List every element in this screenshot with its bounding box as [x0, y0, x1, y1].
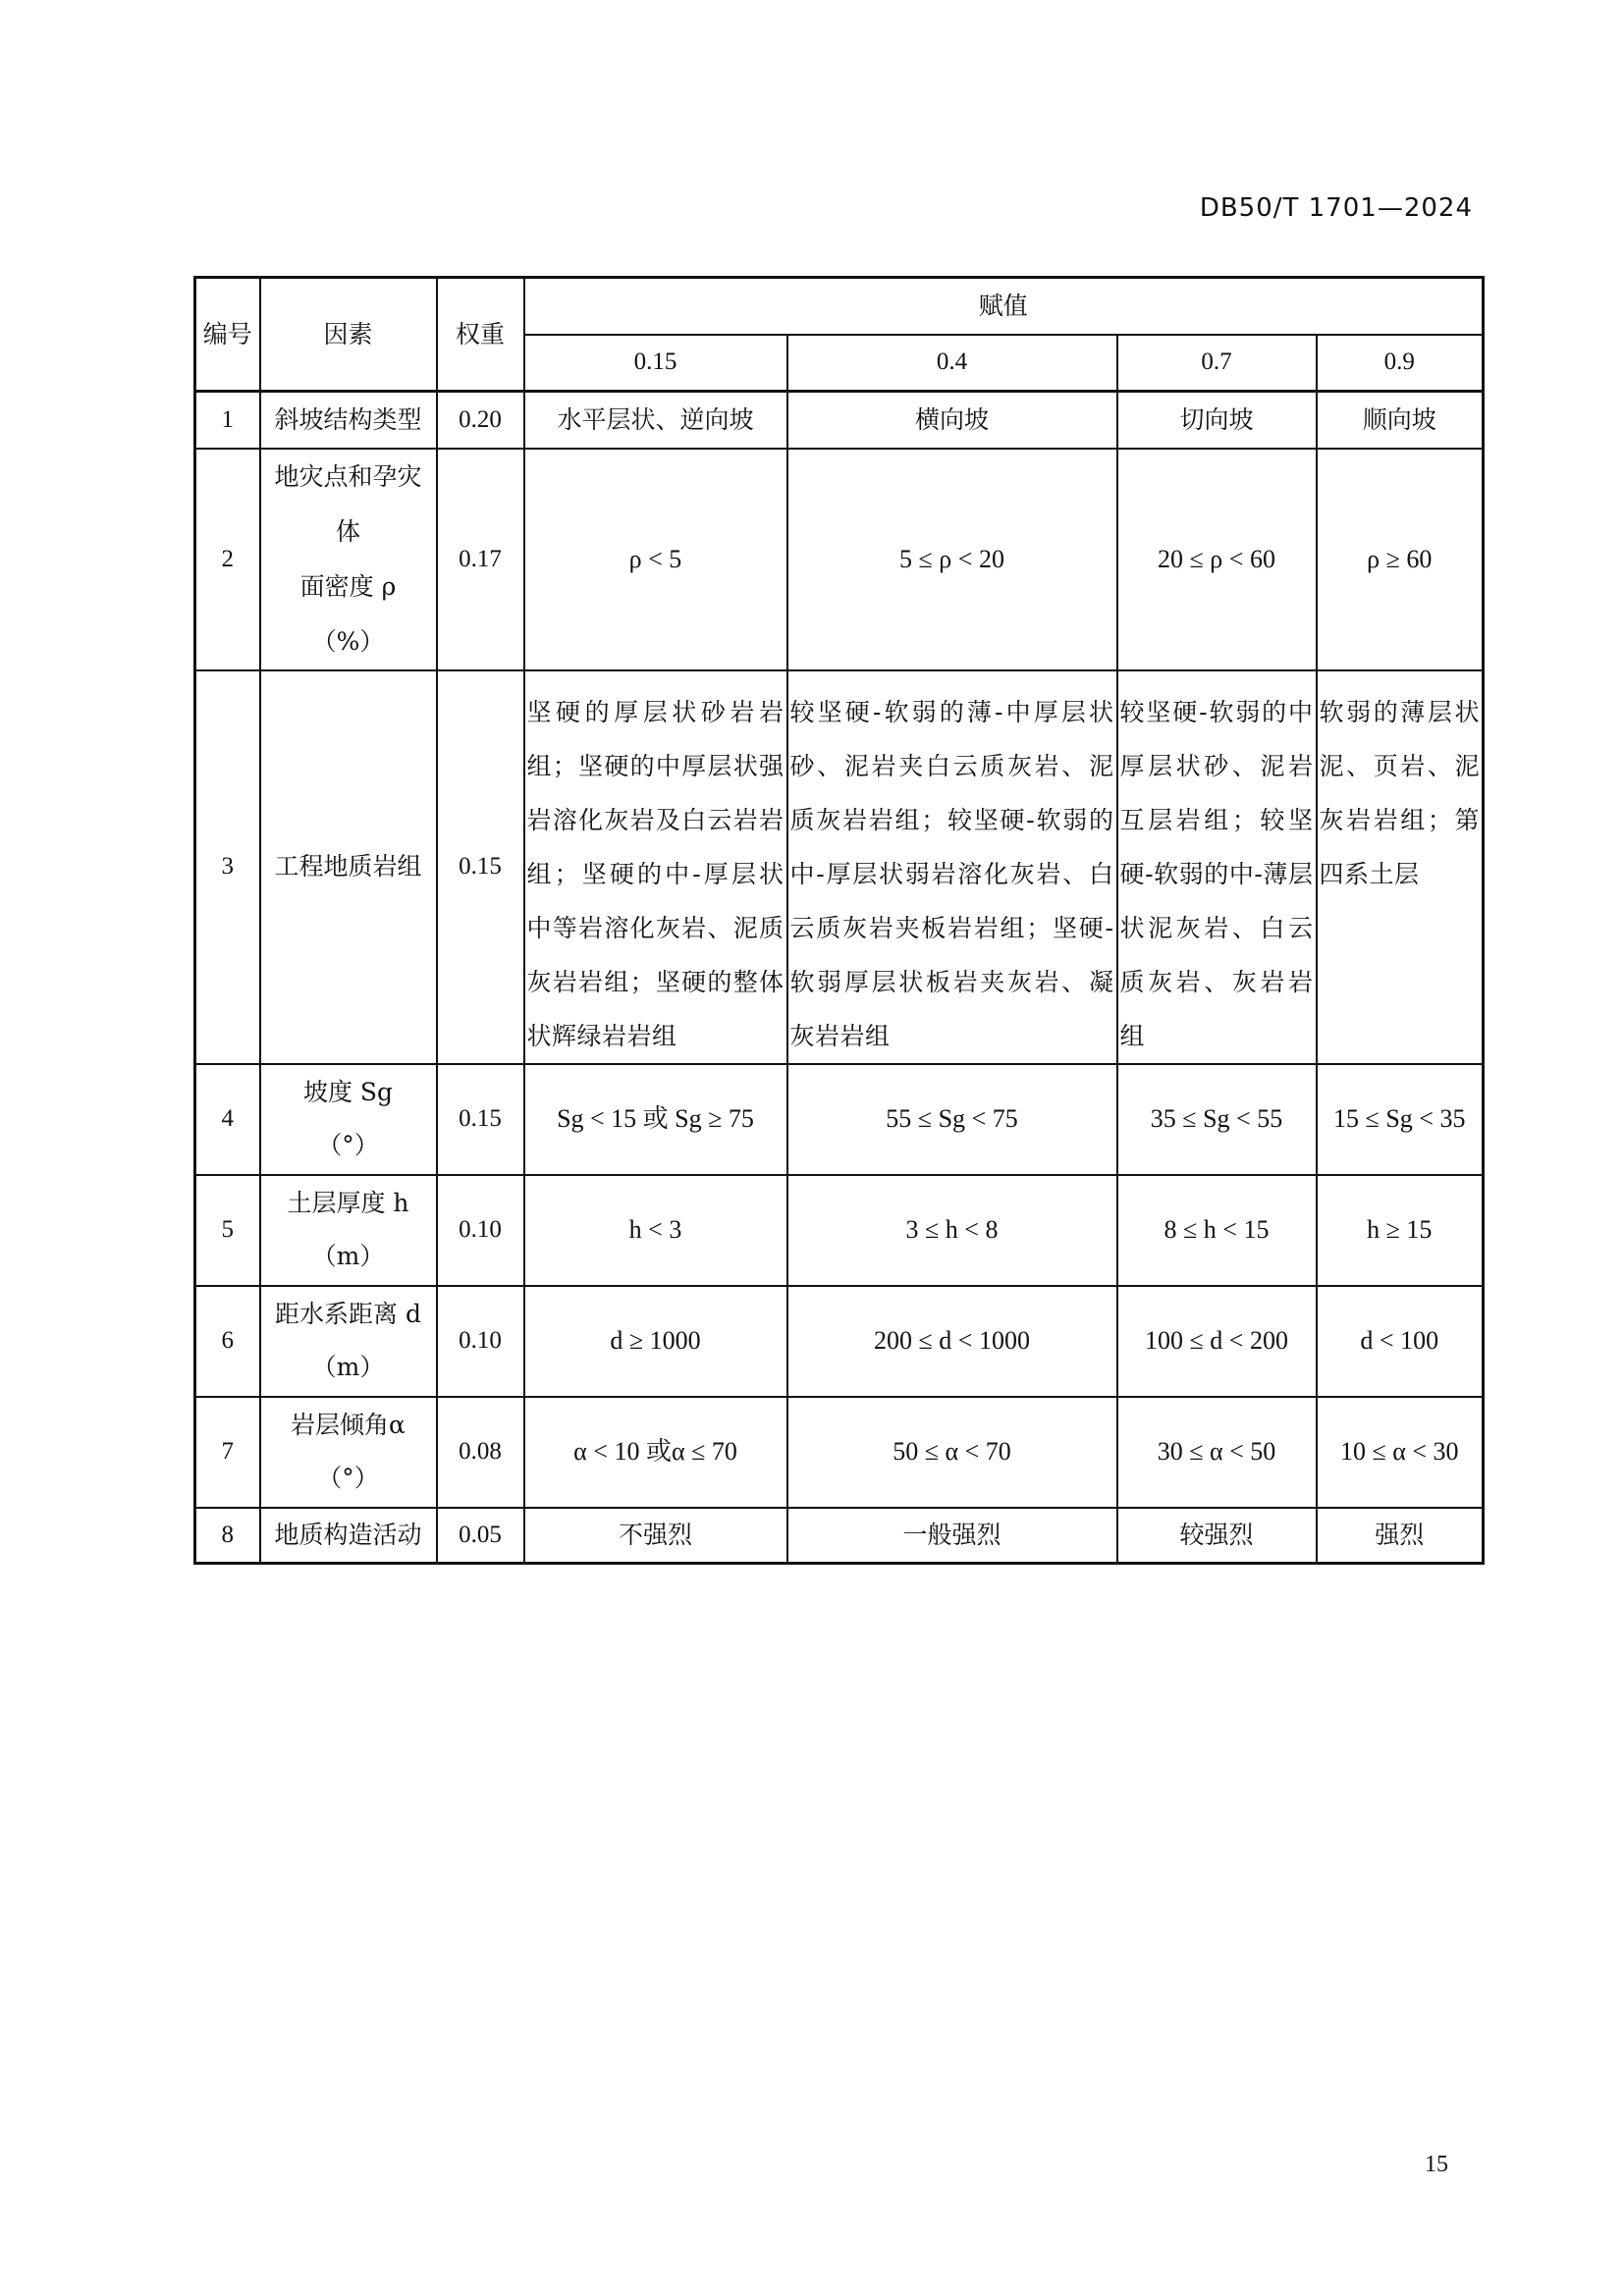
row-value: 30 ≤ α < 50 — [1117, 1397, 1317, 1508]
row-value: 顺向坡 — [1317, 392, 1484, 449]
row-value: 5 ≤ ρ < 20 — [787, 449, 1117, 670]
row-value: 3 ≤ h < 8 — [787, 1175, 1117, 1286]
row-value: 10 ≤ α < 30 — [1317, 1397, 1484, 1508]
row-factor: 地质构造活动 — [260, 1508, 437, 1564]
table-row — [195, 1397, 1484, 1508]
row-value: 不强烈 — [524, 1508, 787, 1564]
row-weight: 0.20 — [437, 392, 524, 449]
row-value: 35 ≤ Sg < 55 — [1117, 1064, 1317, 1175]
factor-assignment-table — [193, 276, 1485, 1565]
row-value: Sg < 15 或 Sg ≥ 75 — [524, 1064, 787, 1175]
row-value: 较强烈 — [1117, 1508, 1317, 1564]
row-no: 3 — [195, 670, 260, 1064]
page-number: 15 — [1425, 2152, 1448, 2177]
row-weight: 0.10 — [437, 1286, 524, 1397]
row-value: 50 ≤ α < 70 — [787, 1397, 1117, 1508]
standard-code: DB50/T 1701—2024 — [1199, 193, 1473, 223]
row-weight: 0.05 — [437, 1508, 524, 1564]
row-value: ρ < 5 — [524, 449, 787, 670]
row-factor: 斜坡结构类型 — [260, 392, 437, 449]
row-factor: 地灾点和孕灾体 面密度 ρ （%） — [260, 449, 437, 670]
table-row — [195, 449, 1484, 670]
table-row — [195, 1064, 1484, 1175]
row-no: 6 — [195, 1286, 260, 1397]
row-value: 一般强烈 — [787, 1508, 1117, 1564]
row-value: 8 ≤ h < 15 — [1117, 1175, 1317, 1286]
row-value: 55 ≤ Sg < 75 — [787, 1064, 1117, 1175]
row-weight: 0.10 — [437, 1175, 524, 1286]
row-value: h < 3 — [524, 1175, 787, 1286]
row-no: 7 — [195, 1397, 260, 1508]
row-value: 切向坡 — [1117, 392, 1317, 449]
row-value: h ≥ 15 — [1317, 1175, 1484, 1286]
header-no: 编号 — [195, 278, 260, 392]
header-assign: 赋值 — [524, 278, 1484, 335]
header-level: 0.9 — [1317, 335, 1484, 392]
row-factor: 岩层倾角α （°） — [260, 1397, 437, 1508]
row-weight: 0.17 — [437, 449, 524, 670]
row-value: 横向坡 — [787, 392, 1117, 449]
row-no: 8 — [195, 1508, 260, 1564]
header-level: 0.15 — [524, 335, 787, 392]
header-level: 0.4 — [787, 335, 1117, 392]
row-value: 强烈 — [1317, 1508, 1484, 1564]
row-value: 坚硬的厚层状砂岩岩组；坚硬的中厚层状强岩溶化灰岩及白云岩岩组；坚硬的中-厚层状中等岩溶化灰岩、泥质灰岩岩组；坚硬的整体状辉绿岩岩组 — [524, 670, 787, 1064]
row-value: 较坚硬-软弱的中厚层状砂、泥岩互层岩组；较坚硬-软弱的中-薄层状泥灰岩、白云质灰岩、灰岩岩组 — [1117, 670, 1317, 1064]
row-value: α < 10 或α ≤ 70 — [524, 1397, 787, 1508]
header-weight: 权重 — [437, 278, 524, 392]
row-value: d ≥ 1000 — [524, 1286, 787, 1397]
row-value: 20 ≤ ρ < 60 — [1117, 449, 1317, 670]
row-value: 15 ≤ Sg < 35 — [1317, 1064, 1484, 1175]
table-row — [195, 1286, 1484, 1397]
row-value: 100 ≤ d < 200 — [1117, 1286, 1317, 1397]
table-row — [195, 1175, 1484, 1286]
row-value: 200 ≤ d < 1000 — [787, 1286, 1117, 1397]
row-value: ρ ≥ 60 — [1317, 449, 1484, 670]
row-weight: 0.08 — [437, 1397, 524, 1508]
row-value: 较坚硬-软弱的薄-中厚层状砂、泥岩夹白云质灰岩、泥质灰岩岩组；较坚硬-软弱的中-厚层状弱岩溶化灰岩、白云质灰岩夹板岩岩组；坚硬-软弱厚层状板岩夹灰岩、凝灰岩岩组 — [787, 670, 1117, 1064]
row-weight: 0.15 — [437, 670, 524, 1064]
table-row — [195, 392, 1484, 449]
row-factor: 坡度 Sg （°） — [260, 1064, 437, 1175]
row-no: 1 — [195, 392, 260, 449]
row-factor: 距水系距离 d （m） — [260, 1286, 437, 1397]
row-factor: 土层厚度 h （m） — [260, 1175, 437, 1286]
header-factor: 因素 — [260, 278, 437, 392]
table-row — [195, 1508, 1484, 1564]
row-no: 4 — [195, 1064, 260, 1175]
header-level: 0.7 — [1117, 335, 1317, 392]
row-no: 2 — [195, 449, 260, 670]
row-weight: 0.15 — [437, 1064, 524, 1175]
row-value: d < 100 — [1317, 1286, 1484, 1397]
row-no: 5 — [195, 1175, 260, 1286]
row-value: 水平层状、逆向坡 — [524, 392, 787, 449]
row-factor: 工程地质岩组 — [260, 670, 437, 1064]
table-row — [195, 670, 1484, 1064]
row-value: 软弱的薄层状泥、页岩、泥灰岩岩组；第四系土层 — [1317, 670, 1484, 1064]
